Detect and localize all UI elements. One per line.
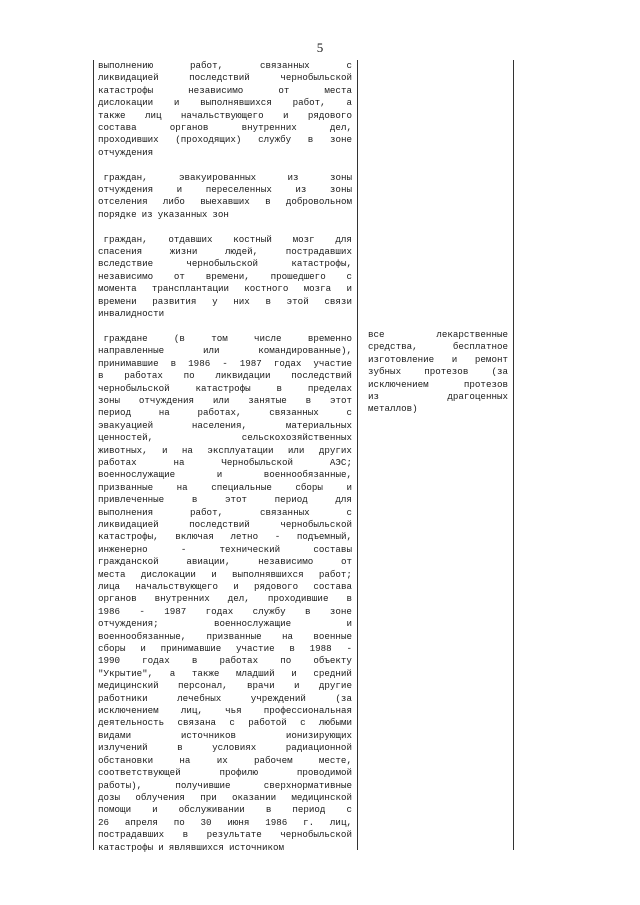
text-line: средства, бесплатное: [368, 341, 508, 353]
text-line: исключением лиц, чья профессиональная: [98, 705, 352, 717]
table-left-border: [93, 60, 94, 850]
text-line: места дислокации и выполнявшихся работ;: [98, 568, 352, 580]
text-line: привлеченные в этот период для: [98, 494, 352, 506]
benefit-description-column: [368, 329, 508, 416]
text-line: период на работах, связанных с: [98, 407, 352, 419]
text-line: эвакуацией населения, материальных: [98, 419, 352, 431]
text-line: момента трансплантации костного мозга и: [98, 283, 352, 295]
benefits-table: [93, 60, 514, 853]
text-line: излучений в условиях радиационной: [98, 742, 352, 754]
text-line: пострадавших в результате чернобыльской: [98, 829, 352, 841]
text-line: катастрофы, включая летно - подъемный,: [98, 531, 352, 543]
text-line: проходивших (проходящих) службу в зоне: [98, 134, 352, 146]
paragraph-gap: [98, 321, 352, 333]
text-line: порядке из указанных зон: [98, 208, 229, 220]
text-line: сборы и принимавшие участие в 1988 -: [98, 643, 352, 655]
text-line: соответствующей профилю проводимой: [98, 767, 352, 779]
text-line: органов внутренних дел, проходившие в: [98, 593, 352, 605]
text-line: деятельность связана с работой с любыми: [98, 717, 352, 729]
text-line: катастрофы и являвшихся источником: [98, 841, 285, 853]
text-line: "Укрытие", а также младший и средний: [98, 667, 352, 679]
text-line: медицинский персонал, врачи и другие: [98, 680, 352, 692]
text-line: животных, и на эксплуатации или других: [98, 444, 352, 456]
paragraph-gap: [98, 221, 352, 233]
text-line: граждан, отдавших костный мозг для: [103, 233, 352, 245]
text-line: чернобыльской катастрофы в пределах: [98, 382, 352, 394]
page-number: 5: [316, 40, 324, 55]
text-line: граждане (в том числе временно: [103, 332, 352, 344]
table-paragraph: [98, 234, 352, 321]
text-line: принимавшие в 1986 - 1987 годах участие: [98, 357, 352, 369]
text-line: изготовление и ремонт: [368, 353, 508, 365]
text-line: инвалидности: [98, 308, 165, 320]
text-line: ценностей, сельскохозяйственных: [98, 432, 352, 444]
text-line: зоны отчуждения или занятые в этот: [98, 394, 352, 406]
text-line: состава органов внутренних дел,: [98, 122, 352, 134]
text-line: отчуждения и переселенных из зоны: [98, 184, 352, 196]
text-line: спасения жизни людей, пострадавших: [98, 246, 352, 258]
paragraph-gap: [98, 159, 352, 171]
text-line: отчуждения; военнослужащие и: [98, 618, 352, 630]
text-line: лица начальствующего и рядового состава: [98, 581, 352, 593]
text-line: все лекарственные: [368, 329, 508, 340]
table-paragraph: [98, 333, 352, 854]
table-paragraph: [98, 60, 352, 159]
text-line: металлов): [368, 403, 418, 415]
eligible-persons-column: [98, 60, 352, 854]
text-line: направленные или командированные),: [98, 345, 352, 357]
text-line: работники лечебных учреждений (за: [98, 692, 352, 704]
table-right-border: [513, 60, 514, 850]
text-line: выполнению работ, связанных с: [98, 60, 352, 71]
text-line: отселения либо выехавших в добровольном: [98, 196, 352, 208]
text-line: вследствие чернобыльской катастрофы,: [98, 258, 352, 270]
text-line: дозы облучения при оказании медицинской: [98, 791, 352, 803]
text-line: зубных протезов (за: [368, 366, 508, 378]
text-line: обстановки на их рабочем месте,: [98, 754, 352, 766]
text-line: ликвидацией последствий чернобыльской: [98, 72, 352, 84]
table-column-divider: [357, 60, 358, 850]
text-line: призванные на специальные сборы и: [98, 481, 352, 493]
text-line: 26 апреля по 30 июня 1986 г. лиц,: [98, 816, 352, 828]
text-line: независимо от времени, прошедшего с: [98, 270, 352, 282]
text-line: ликвидацией последствий чернобыльской: [98, 518, 352, 530]
text-line: отчуждения: [98, 146, 154, 158]
text-line: времени развития у них в этой связи: [98, 295, 352, 307]
text-line: также лиц начальствующего и рядового: [98, 109, 352, 121]
text-line: граждан, эвакуированных из зоны: [103, 171, 352, 183]
text-line: военнообязанные, призванные на военные: [98, 630, 352, 642]
text-line: 1986 - 1987 годах службу в зоне: [98, 605, 352, 617]
text-line: военнослужащие и военнообязанные,: [98, 469, 352, 481]
text-line: инженерно - технический составы: [98, 543, 352, 555]
text-line: гражданской авиации, независимо от: [98, 556, 352, 568]
text-line: дислокации и выполнявшихся работ, а: [98, 97, 352, 109]
text-line: работах на Чернобыльской АЭС;: [98, 456, 352, 468]
text-line: в работах по ликвидации последствий: [98, 370, 352, 382]
text-line: видами источников ионизирующих: [98, 729, 352, 741]
text-line: работы), получившие сверхнормативные: [98, 779, 352, 791]
text-line: помощи и обслуживании в период с: [98, 804, 352, 816]
table-paragraph: [98, 172, 352, 222]
text-line: катастрофы независимо от места: [98, 84, 352, 96]
text-line: 1990 годах в работах по объекту: [98, 655, 352, 667]
text-line: выполнения работ, связанных с: [98, 506, 352, 518]
text-line: из драгоценных: [368, 391, 508, 403]
text-line: исключением протезов: [368, 378, 508, 390]
